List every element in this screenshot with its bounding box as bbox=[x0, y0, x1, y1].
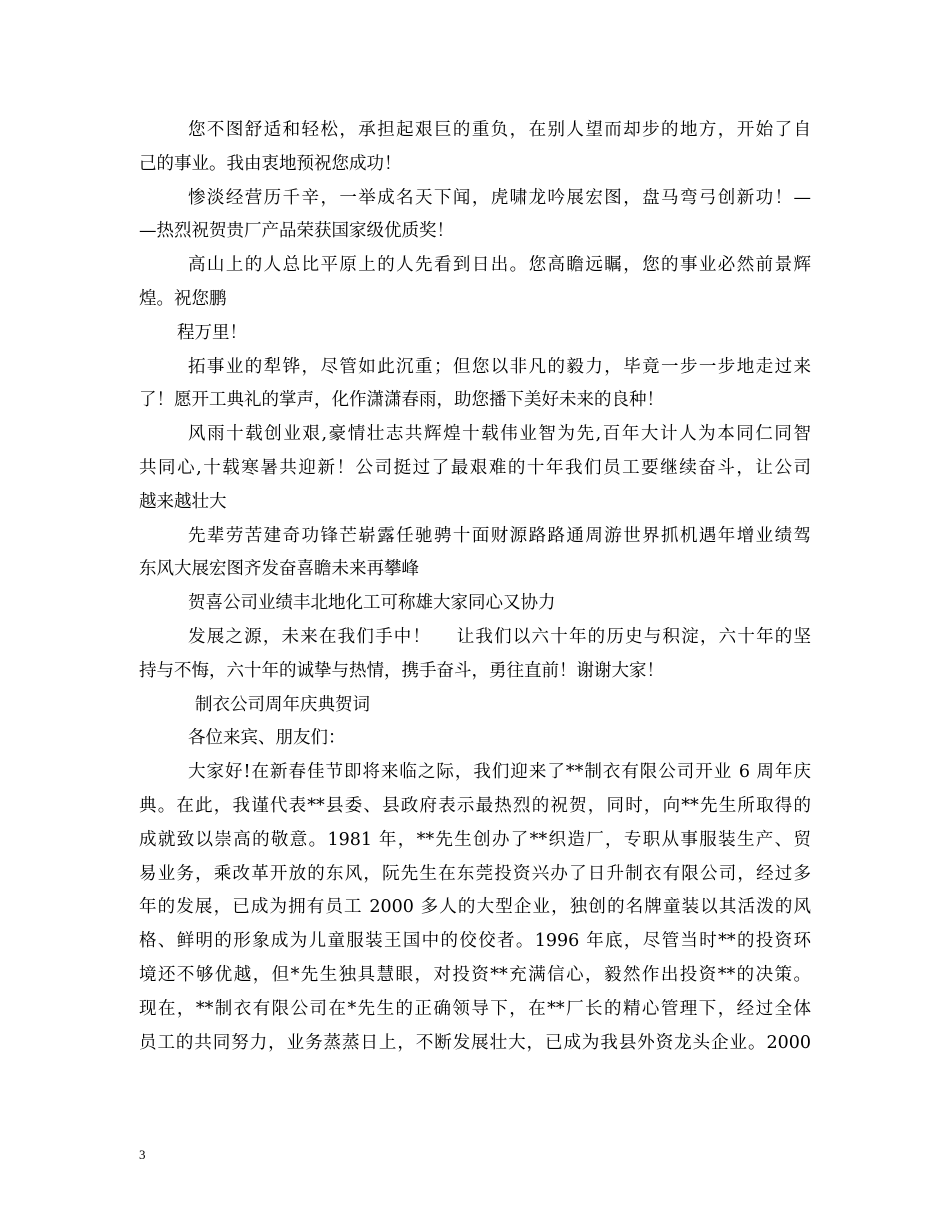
text-line: 年的发展，已成为拥有员工 2000 多人的大型企业，独创的名牌童装以其活泼的风 bbox=[139, 897, 811, 918]
text-line: 成就致以崇高的敬意。1981 年，**先生创办了**织造厂，专职从事服装生产、贸 bbox=[139, 829, 811, 850]
text-line: 现在，**制衣有限公司在*先生的正确领导下，在**厂长的精心管理下，经过全体 bbox=[139, 998, 811, 1019]
text-line: 格、鲜明的形象成为儿童服装王国中的佼佼者。1996 年底，尽管当时**的投资环 bbox=[139, 931, 811, 952]
page-number: 3 bbox=[139, 1147, 146, 1162]
salutation: 各位来宾、朋友们： bbox=[188, 728, 346, 749]
text-line: 先辈劳苦建奇功锋芒崭露任驰骋十面财源路路通周游世界抓机遇年增业绩驾 bbox=[188, 525, 811, 546]
text-line: 拓事业的犁铧，尽管如此沉重；但您以非凡的毅力，毕竟一步一步地走过来 bbox=[188, 356, 811, 377]
text-line: 大家好!在新春佳节即将来临之际，我们迎来了**制衣有限公司开业 6 周年庆 bbox=[188, 762, 811, 783]
text-line: 典。在此，我谨代表**县委、县政府表示最热烈的祝贺，同时，向**先生所取得的 bbox=[139, 795, 811, 816]
text-line: 共同心,十载寒暑共迎新！公司挺过了最艰难的十年我们员工要继续奋斗，让公司 bbox=[139, 457, 811, 478]
text-line: 高山上的人总比平原上的人先看到日出。您高瞻远瞩，您的事业必然前景辉 bbox=[188, 255, 811, 276]
text-line: 己的事业。我由衷地预祝您成功！ bbox=[139, 153, 402, 174]
text-line: 了！愿开工典礼的掌声，化作潇潇春雨，助您播下美好未来的良种！ bbox=[139, 390, 664, 411]
text-line: 境还不够优越，但*先生独具慧眼，对投资**充满信心，毅然作出投资**的决策。 bbox=[139, 964, 811, 985]
text-line: 程万里！ bbox=[177, 322, 247, 343]
text-line: —热烈祝贺贵厂产品荣获国家级优质奖！ bbox=[139, 221, 454, 242]
text-line: 贺喜公司业绩丰北地化工可称雄大家同心又协力 bbox=[188, 593, 556, 614]
text-line: 您不图舒适和轻松，承担起艰巨的重负，在别人望而却步的地方，开始了自 bbox=[188, 120, 811, 140]
text-line: 员工的共同努力，业务蒸蒸日上，不断发展壮大，已成为我县外资龙头企业。2000 bbox=[139, 1032, 811, 1053]
text-line: 发展之源，未来在我们手中！ 让我们以六十年的历史与积淀，六十年的坚 bbox=[188, 626, 811, 647]
text-line: 东风大展宏图齐发奋喜瞻未来再攀峰 bbox=[139, 559, 419, 580]
text-line: 风雨十载创业艰,豪情壮志共辉煌十载伟业智为先,百年大计人为本同仁同智 bbox=[188, 424, 811, 445]
text-line: 易业务，乘改革开放的东风，阮先生在东莞投资兴办了日升制衣有限公司，经过多 bbox=[139, 863, 811, 884]
document-body bbox=[139, 114, 811, 1060]
text-line: 煌。祝您鹏 bbox=[139, 288, 227, 309]
text-line: 惨淡经营历千辛，一举成名天下闻，虎啸龙吟展宏图，盘马弯弓创新功！— bbox=[188, 187, 811, 208]
text-line: 持与不悔，六十年的诚挚与热情，携手奋斗，勇往直前！谢谢大家！ bbox=[139, 660, 664, 681]
section-heading: 制衣公司周年庆典贺词 bbox=[195, 694, 370, 715]
text-line: 越来越壮大 bbox=[139, 491, 227, 512]
